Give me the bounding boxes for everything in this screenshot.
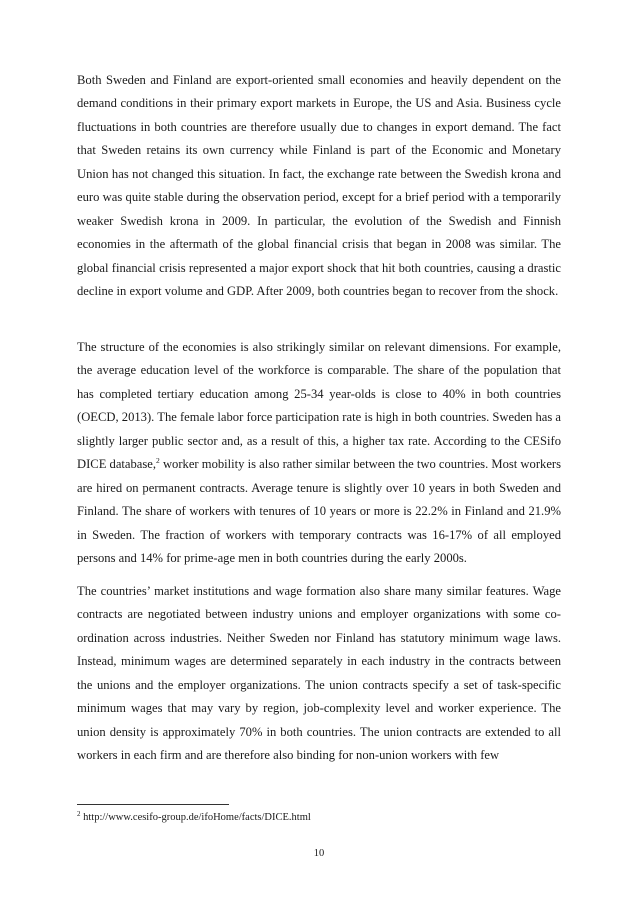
paragraph-text-after-footnote: worker mobility is also rather similar between the two countries. Most workers are hired on permanent contracts. Average tenure is slightly over 10 years in both Sweden and Finland. The share of workers with tenures of 10 years or more is 22.2% in Finland and 21.9% in Sweden. The fraction of workers with temporary contracts was 16-17% of all employed persons and 14% for prime-age men in both countries during the early 2000s. [77,457,562,566]
footnote-reference: 2 [156,456,160,466]
footnote-url[interactable]: http://www.cesifo-group.de/ifoHome/facts/DICE.html [80,812,311,823]
footnote-number: 2 [77,810,81,818]
footnote-divider [77,804,229,805]
paragraph-export-economies: Both Sweden and Finland are export-oriented small economies and heavily dependent on the demand conditions in their primary export markets in Europe, the US and Asia. Business cycle fluctuations in both countries are therefore usually due to changes in export demand. The fact that Sweden retains its own currency while Finland is part of the Economic and Monetary Union has not changed this situation. In fact, the exchange rate between the Swedish krona and euro was quite stable during the observation period, except for a brief period with a temporarily weaker Swedish krona in 2009. In particular, the evolution of the Swedish and Finnish economies in the aftermath of the global financial crisis that began in 2008 was similar. The global financial crisis represented a major export shock that hit both countries, causing a drastic decline in export volume and GDP. After 2009, both countries began to recover from the shock. [77,73,561,299]
paragraph-market-institutions: The countries’ market institutions and wage formation also share many similar features. Wage contracts are negotiated between industry unions and employer organizations with some co-ordination across industries. Neither Sweden nor Finland has statutory minimum wage laws. Instead, minimum wages are determined separately in each industry in the contracts between the unions and the employer organizations. The union contracts specify a set of task-specific minimum wages that may vary by region, job-complexity level and worker experience. The union density is approximately 70% in both countries. The union contracts are extended to all workers in each firm and are therefore also binding for non-union workers with few [77,584,561,763]
page-number: 10 [313,848,325,859]
paragraph-economic-structure [77,336,561,571]
paragraph-text-before-footnote: The structure of the economies is also strikingly similar on relevant dimensions. For example, the average education level of the workforce is comparable. The share of the population that has completed tertiary education among 25-34 year-olds is close to 40% in both countries (OECD, 2013). The female labor force participation rate is high in both countries. Sweden has a slightly larger public sector and, as a result of this, a higher tax rate. According to the CESifo DICE database, [77,340,561,472]
footnote [77,811,311,825]
